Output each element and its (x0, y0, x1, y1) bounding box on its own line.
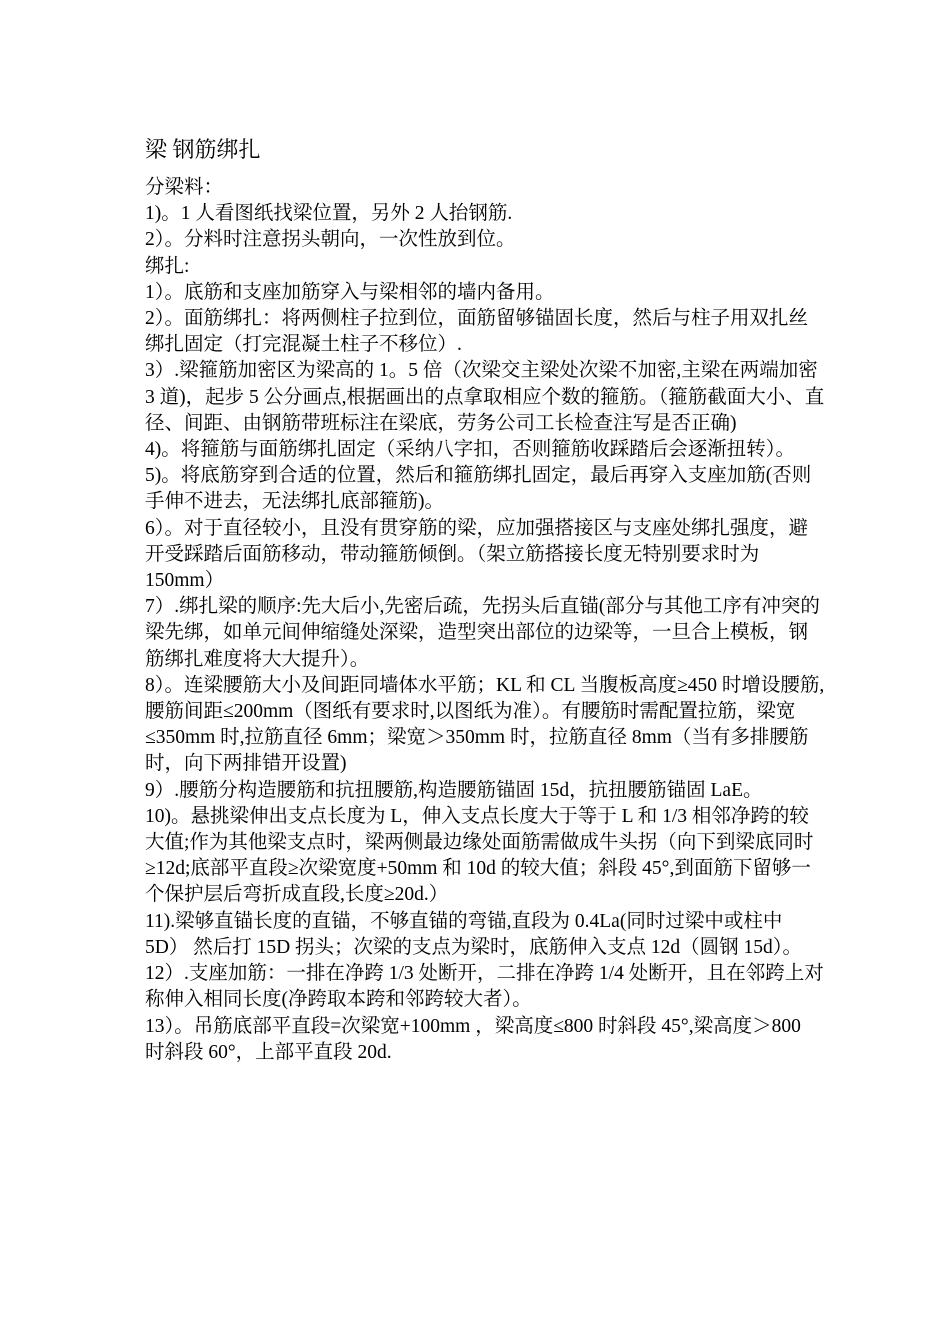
tying-step-9: 9）.腰筋分构造腰筋和抗扭腰筋,构造腰筋锚固 15d，抗扭腰筋锚固 LaE。 (145, 779, 763, 801)
tying-step-10: 10)。悬挑梁伸出支点长度为 L，伸入支点长度大于等于 L 和 1/3 相邻净跨的较大值;作为其他梁支点时，梁两侧最边缘处面筋需做成牛头拐（向下到梁底同时≥12d;底部平直段≥次梁宽度+50mm 和 10d 的较大值；斜段 45°,到面筋下留够一个保护层后弯折成直段,长度≥20d.） (145, 805, 814, 906)
section-heading-tying: 绑扎: (145, 255, 190, 277)
tying-step-6: 6）。对于直径较小，且没有贯穿筋的梁，应加强搭接区与支座处绑扎强度，避开受踩踏后面筋移动，带动箍筋倾倒。（架立筋搭接长度无特别要求时为 150mm） (145, 517, 809, 592)
tying-step-13: 13）。吊筋底部平直段=次梁宽+100mm ，梁高度≤800 时斜段 45°,梁高度＞800 时斜段 60°，上部平直段 20d. (145, 1015, 801, 1063)
tying-step-7: 7）.绑扎梁的顺序:先大后小,先密后疏，先拐头后直锚(部分与其他工序有冲突的梁先绑，如单元间伸缩缝处深梁，造型突出部位的边梁等，一旦合上模板，钢筋绑扎难度将大大提升）。 (145, 596, 820, 670)
cutting-step-2: 2）。分料时注意拐头朝向，一次性放到位。 (145, 229, 516, 251)
tying-step-2: 2）。面筋绑扎：将两侧柱子拉到位，面筋留够锚固长度，然后与柱子用双扎丝绑扎固定（打完混凝土柱子不移位）. (145, 308, 809, 356)
tying-step-4: 4)。将箍筋与面筋绑扎固定（采纳八字扣，否则箍筋收踩踏后会逐渐扭转）。 (145, 439, 795, 461)
document-page (145, 133, 825, 1066)
section-heading-cutting: 分梁料： (145, 177, 224, 198)
tying-step-5: 5)。将底筋穿到合适的位置，然后和箍筋绑扎固定，最后再穿入支座加筋(否则手伸不进去，无法绑扎底部箍筋)。 (145, 465, 812, 513)
document-title: 梁 钢筋绑扎 (145, 137, 261, 162)
tying-step-11: 11).梁够直锚长度的直锚，不够直锚的弯锚,直段为 0.4La(同时过梁中或柱中 5D） 然后打 15D 拐头；次梁的支点为梁时，底筋伸入支点 12d（圆钢 15d）。 (145, 910, 803, 958)
tying-step-12: 12）.支座加筋：一排在净跨 1/3 处断开，二排在净跨 1/4 处断开，且在邻跨上对称伸入相同长度(净跨取本跨和邻跨较大者）。 (145, 963, 824, 1011)
tying-step-3: 3）.梁箍筋加密区为梁高的 1。5 倍（次梁交主梁处次梁不加密,主梁在两端加密 3 道)，起步 5 公分画点,根据画出的点拿取相应个数的箍筋。（箍筋截面大小、直径、间距、由钢筋带班标注在梁底，劳务公司工长检查注写是否正确) (145, 360, 825, 434)
tying-step-8: 8）。连梁腰筋大小及间距同墙体水平筋；KL 和 CL 当腹板高度≥450 时增设腰筋,腰筋间距≤200mm（图纸有要求时,以图纸为准）。有腰筋时需配置拉筋，梁宽≤350mm 时,拉筋直径 6mm；梁宽＞350mm 时，拉筋直径 8mm（当有多排腰筋时，向下两排错开设置) (145, 674, 825, 775)
tying-step-1: 1）。底筋和支座加筋穿入与梁相邻的墙内备用。 (145, 281, 555, 303)
cutting-step-1: 1)。1 人看图纸找梁位置，另外 2 人抬钢筋. (145, 203, 513, 225)
